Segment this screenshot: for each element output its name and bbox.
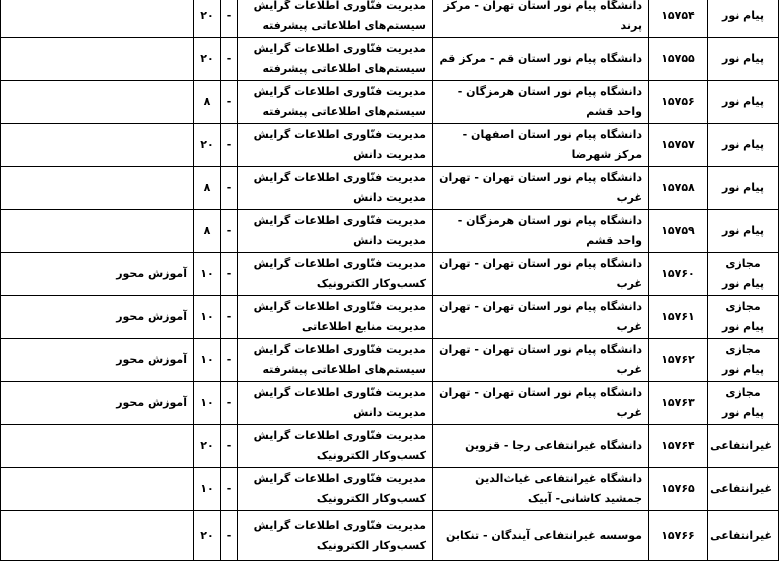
program-code-cell: ۱۵۷۵۸ [649,167,708,210]
table-row [1,382,779,425]
institution-type-cell: پیام نور [708,167,779,210]
capacity-cell: ۲۰ [194,425,221,468]
field-cell: مدیریت فنّاوری اطلاعات گرایش مدیریت دانش [238,167,433,210]
institution-type-cell: غیرانتفاعی [708,511,779,561]
dash-cell: - [221,511,238,561]
field-cell: مدیریت فنّاوری اطلاعات گرایش مدیریت منابع اطلاعاتی [238,296,433,339]
university-cell: دانشگاه پیام نور استان قم - مرکز قم [433,38,649,81]
program-code-cell: ۱۵۷۶۱ [649,296,708,339]
field-cell: مدیریت فنّاوری اطلاعات گرایش کسب‌وکار الکترونیک [238,468,433,511]
note-cell: آموزش محور [1,253,194,296]
capacity-cell: ۱۰ [194,253,221,296]
university-cell: دانشگاه پیام نور استان هرمزگان - واحد قشم [433,210,649,253]
field-cell: مدیریت فنّاوری اطلاعات گرایش سیستم‌های اطلاعاتی پیشرفته [238,81,433,124]
capacity-cell: ۲۰ [194,124,221,167]
table-row [1,81,779,124]
field-cell: مدیریت فنّاوری اطلاعات گرایش مدیریت دانش [238,382,433,425]
capacity-cell: ۸ [194,81,221,124]
program-code-cell: ۱۵۷۵۹ [649,210,708,253]
dash-cell: - [221,382,238,425]
program-code-cell: ۱۵۷۶۴ [649,425,708,468]
field-cell: مدیریت فنّاوری اطلاعات گرایش کسب‌وکار الکترونیک [238,253,433,296]
note-cell [1,167,194,210]
note-cell [1,511,194,561]
note-cell: آموزش محور [1,339,194,382]
university-cell: دانشگاه پیام نور استان تهران - تهران غرب [433,339,649,382]
university-cell: دانشگاه غیرانتفاعی غیاث‌الدین جمشید کاشانی- آبیک [433,468,649,511]
program-code-cell: ۱۵۷۵۶ [649,81,708,124]
dash-cell: - [221,468,238,511]
field-cell: مدیریت فنّاوری اطلاعات گرایش کسب‌وکار الکترونیک [238,425,433,468]
program-code-cell: ۱۵۷۶۲ [649,339,708,382]
institution-type-cell: مجازی پیام نور [708,382,779,425]
institution-type-cell: غیرانتفاعی [708,425,779,468]
dash-cell: - [221,425,238,468]
field-cell: مدیریت فنّاوری اطلاعات گرایش مدیریت دانش [238,210,433,253]
table-row [1,253,779,296]
program-code-cell: ۱۵۷۶۶ [649,511,708,561]
university-cell: دانشگاه پیام نور استان تهران - تهران غرب [433,296,649,339]
table-row [1,167,779,210]
field-cell: مدیریت فنّاوری اطلاعات گرایش سیستم‌های اطلاعاتی پیشرفته [238,38,433,81]
note-cell [1,425,194,468]
university-cell: دانشگاه پیام نور استان اصفهان - مرکز شهرضا [433,124,649,167]
capacity-cell: ۱۰ [194,382,221,425]
program-code-cell: ۱۵۷۶۰ [649,253,708,296]
capacity-cell: ۲۰ [194,0,221,38]
program-code-cell: ۱۵۷۵۴ [649,0,708,38]
program-code-cell: ۱۵۷۶۳ [649,382,708,425]
dash-cell: - [221,167,238,210]
university-cell: دانشگاه پیام نور استان تهران - تهران غرب [433,382,649,425]
dash-cell: - [221,339,238,382]
dash-cell: - [221,38,238,81]
capacity-cell: ۲۰ [194,511,221,561]
note-cell [1,124,194,167]
table-row [1,210,779,253]
table-row [1,0,779,38]
note-cell [1,81,194,124]
note-cell: آموزش محور [1,296,194,339]
field-cell: مدیریت فنّاوری اطلاعات گرایش کسب‌وکار الکترونیک [238,511,433,561]
university-cell: دانشگاه پیام نور استان هرمزگان - واحد قشم [433,81,649,124]
program-code-cell: ۱۵۷۵۷ [649,124,708,167]
note-cell [1,38,194,81]
table-row [1,38,779,81]
institution-type-cell: مجازی پیام نور [708,253,779,296]
university-cell: دانشگاه پیام نور استان تهران - تهران غرب [433,167,649,210]
table-row [1,124,779,167]
note-cell: آموزش محور [1,382,194,425]
dash-cell: - [221,0,238,38]
dash-cell: - [221,81,238,124]
institution-type-cell: پیام نور [708,81,779,124]
field-cell: مدیریت فنّاوری اطلاعات گرایش سیستم‌های اطلاعاتی پیشرفته [238,0,433,38]
dash-cell: - [221,210,238,253]
field-cell: مدیریت فنّاوری اطلاعات گرایش سیستم‌های اطلاعاتی پیشرفته [238,339,433,382]
table-row [1,468,779,511]
capacity-cell: ۱۰ [194,296,221,339]
dash-cell: - [221,296,238,339]
capacity-cell: ۸ [194,210,221,253]
program-code-cell: ۱۵۷۵۵ [649,38,708,81]
dash-cell: - [221,253,238,296]
capacity-cell: ۱۰ [194,339,221,382]
table-row [1,425,779,468]
capacity-cell: ۱۰ [194,468,221,511]
table-row [1,296,779,339]
institution-type-cell: پیام نور [708,38,779,81]
note-cell [1,0,194,38]
capacity-cell: ۸ [194,167,221,210]
admissions-table-body [1,0,779,561]
program-code-cell: ۱۵۷۶۵ [649,468,708,511]
institution-type-cell: پیام نور [708,124,779,167]
university-cell: دانشگاه پیام نور استان تهران - مرکز پرند [433,0,649,38]
table-row [1,339,779,382]
institution-type-cell: غیرانتفاعی [708,468,779,511]
table-row [1,511,779,561]
institution-type-cell: پیام نور [708,210,779,253]
note-cell [1,210,194,253]
note-cell [1,468,194,511]
university-cell: دانشگاه غیرانتفاعی رجا - قزوین [433,425,649,468]
university-cell: موسسه غیرانتفاعی آیندگان - تنکابن [433,511,649,561]
institution-type-cell: مجازی پیام نور [708,339,779,382]
institution-type-cell: مجازی پیام نور [708,296,779,339]
capacity-cell: ۲۰ [194,38,221,81]
institution-type-cell: پیام نور [708,0,779,38]
field-cell: مدیریت فنّاوری اطلاعات گرایش مدیریت دانش [238,124,433,167]
university-cell: دانشگاه پیام نور استان تهران - تهران غرب [433,253,649,296]
dash-cell: - [221,124,238,167]
